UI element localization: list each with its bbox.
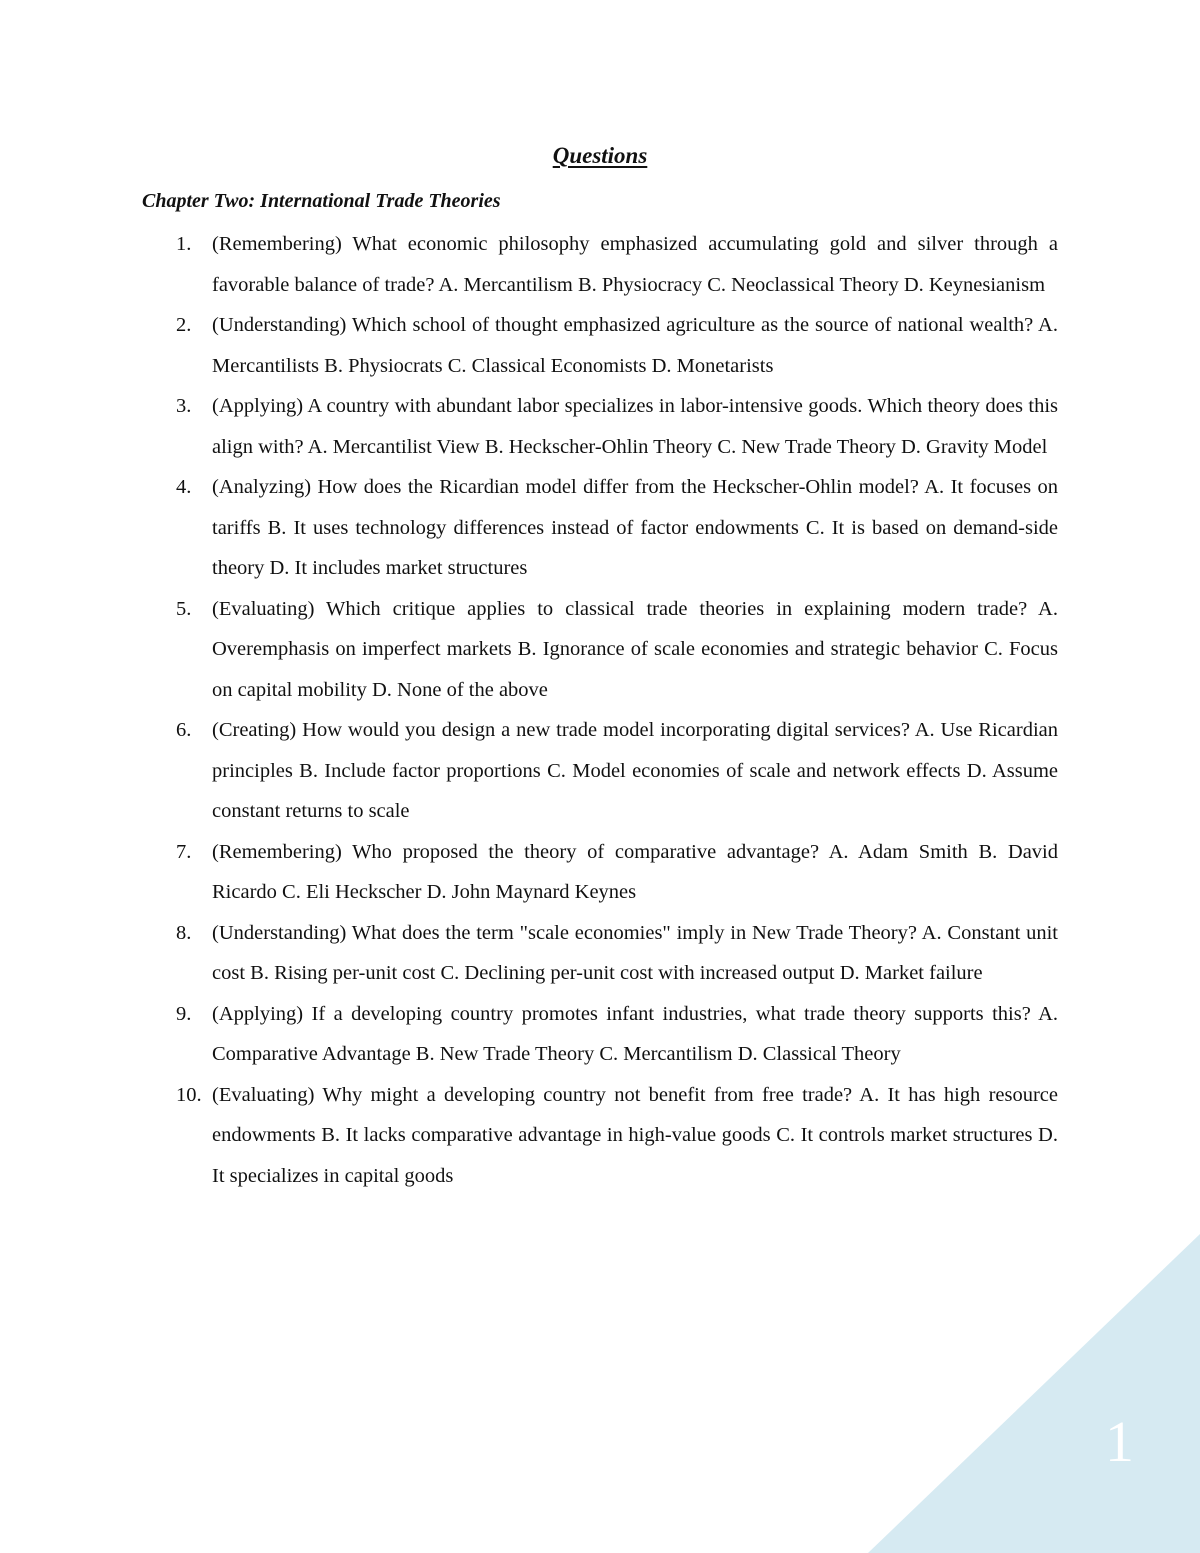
question-item xyxy=(142,832,1058,913)
question-number: 2. xyxy=(176,314,192,336)
question-number: 8. xyxy=(176,921,192,944)
page-title: Questions xyxy=(552,143,648,168)
question-text: (Creating) How would you design a new trade model incorporating digital services? A. Use Ricardian principles B. Include factor proportions C. Model economies of scale and network effects D. Assume constant returns to scale xyxy=(212,719,1058,822)
question-item xyxy=(142,1075,1058,1197)
question-item xyxy=(142,386,1058,467)
question-text: (Understanding) Which school of thought emphasized agriculture as the source of national wealth? A. Mercantilists B. Physiocrats C. Classical Economists D. Monetarists xyxy=(212,314,1058,377)
question-text: (Applying) A country with abundant labor specializes in labor-intensive goods. Which theory does this align with? A. Mercantilist View B. Heckscher-Ohlin Theory C. New Trade Theory D. Gravity Model xyxy=(212,395,1058,458)
question-number: 7. xyxy=(176,840,192,863)
question-list xyxy=(142,224,1058,1196)
question-number: 10. xyxy=(176,1083,202,1106)
question-number: 9. xyxy=(176,1002,192,1025)
corner-decoration xyxy=(868,1234,1200,1553)
question-text: (Remembering) What economic philosophy emphasized accumulating gold and silver through a favorable balance of trade? A. Mercantilism B. Physiocracy C. Neoclassical Theory D. Keynesianism xyxy=(212,233,1058,296)
question-item xyxy=(142,224,1058,305)
question-item xyxy=(142,589,1058,711)
page-number: 1 xyxy=(1105,1409,1134,1474)
question-item xyxy=(142,305,1058,386)
question-text: (Evaluating) Which critique applies to classical trade theories in explaining modern trade? A. Overemphasis on imperfect markets B. Ignorance of scale economies and strategic behavior C. Focus on capital mobility D. None of the above xyxy=(212,597,1058,701)
question-text: (Evaluating) Why might a developing country not benefit from free trade? A. It has high resource endowments B. It lacks comparative advantage in high-value goods C. It controls market structures D. It specializes in capital goods xyxy=(212,1083,1058,1187)
question-number: 1. xyxy=(176,233,192,255)
chapter-heading: Chapter Two: International Trade Theories xyxy=(142,190,501,212)
question-number: 3. xyxy=(176,395,192,417)
question-text: (Understanding) What does the term "scale economies" imply in New Trade Theory? A. Constant unit cost B. Rising per-unit cost C. Declining per-unit cost with increased output D. Market failure xyxy=(212,921,1058,984)
question-text: (Remembering) Who proposed the theory of comparative advantage? A. Adam Smith B. David Ricardo C. Eli Heckscher D. John Maynard Keynes xyxy=(212,840,1058,903)
question-item xyxy=(142,467,1058,589)
question-number: 6. xyxy=(176,719,192,741)
question-text: (Analyzing) How does the Ricardian model differ from the Heckscher-Ohlin model? A. It focuses on tariffs B. It uses technology differences instead of factor endowments C. It is based on demand-side theory D. It includes market structures xyxy=(212,476,1058,579)
question-item xyxy=(142,994,1058,1075)
question-number: 5. xyxy=(176,597,192,620)
question-item xyxy=(142,710,1058,832)
question-number: 4. xyxy=(176,476,192,498)
question-text: (Applying) If a developing country promotes infant industries, what trade theory supports this? A. Comparative Advantage B. New Trade Theory C. Mercantilism D. Classical Theory xyxy=(212,1002,1058,1065)
question-item xyxy=(142,913,1058,994)
